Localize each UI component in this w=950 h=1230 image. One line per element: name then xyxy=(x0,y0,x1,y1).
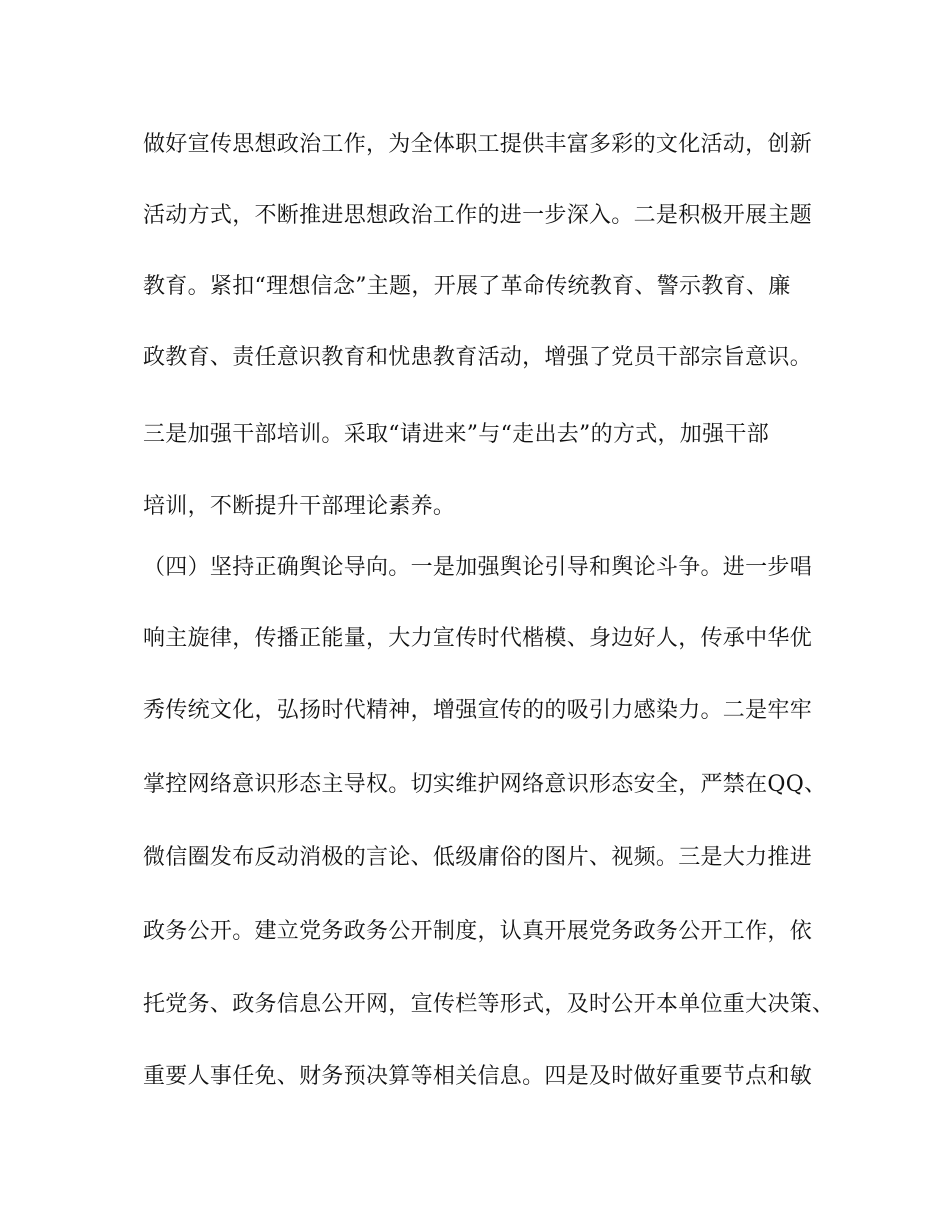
text-line-11: 微信圈发布反动消极的言论、低级庸俗的图片、视频。三是大力推进 xyxy=(143,845,813,870)
text-line-2: 活动方式，不断推进思想政治工作的进一步深入。二是积极开展主题 xyxy=(143,203,813,228)
text-line-4: 政教育、责任意识教育和忧患教育活动，增强了党员干部宗旨意识。 xyxy=(143,345,813,370)
text-line-5: 三是加强干部培训。采取“请进来”与“走出去”的方式，加强干部 xyxy=(143,422,769,447)
text-line-12: 政务公开。建立党务政务公开制度，认真开展党务政务公开工作，依 xyxy=(143,919,813,944)
text-line-1: 做好宣传思想政治工作，为全体职工提供丰富多彩的文化活动，创新 xyxy=(143,132,813,157)
text-line-8: 响主旋律，传播正能量，大力宣传时代楷模、身边好人，传承中华优 xyxy=(143,626,813,651)
section-heading-line: （四）坚持正确舆论导向。一是加强舆论引导和舆论斗争。进一步唱 xyxy=(143,555,813,580)
text-line-3: 教育。紧扣“理想信念”主题，开展了革命传统教育、警示教育、廉 xyxy=(143,274,791,299)
text-line-10: 掌控网络意识形态主导权。切实维护网络意识形态安全，严禁在QQ、 xyxy=(143,772,827,797)
text-line-13: 托党务、政务信息公开网，宣传栏等形式，及时公开本单位重大决策、 xyxy=(143,992,835,1017)
text-line-6: 培训，不断提升干部理论素养。 xyxy=(143,494,456,519)
text-line-9: 秀传统文化，弘扬时代精神，增强宣传的的吸引力感染力。二是牢牢 xyxy=(143,698,813,723)
text-line-14: 重要人事任免、财务预决算等相关信息。四是及时做好重要节点和敏 xyxy=(143,1064,813,1089)
